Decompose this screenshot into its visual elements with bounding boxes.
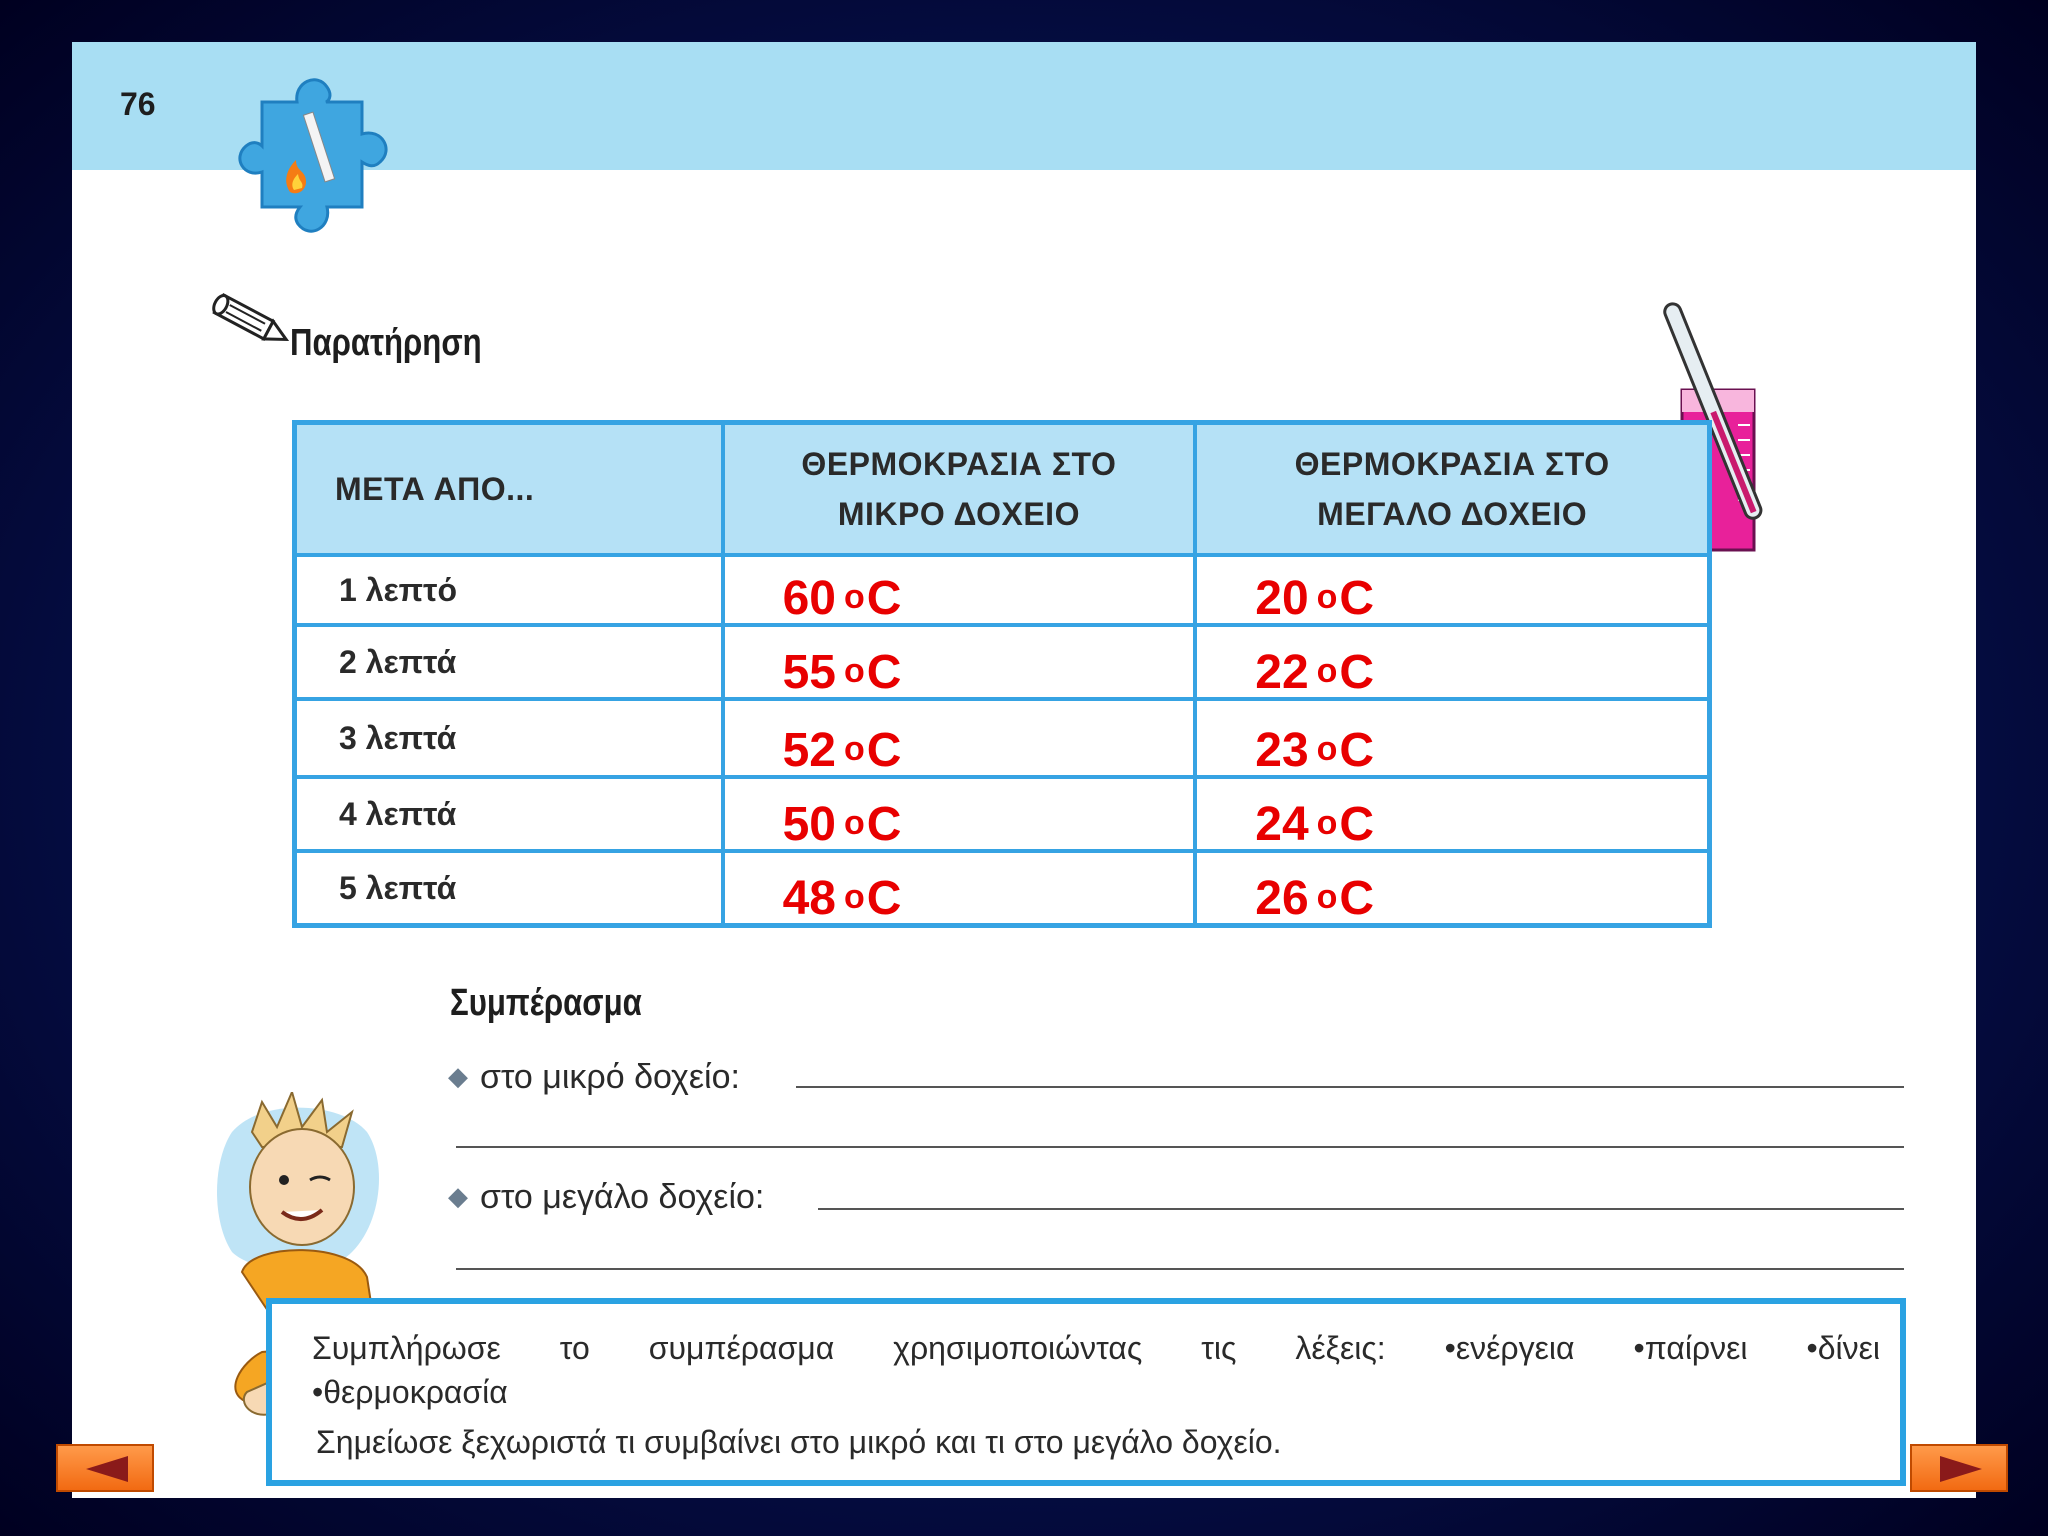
degree-sign: o bbox=[843, 730, 865, 769]
degree-sign: o bbox=[843, 804, 865, 843]
conclusion-small-label-row bbox=[448, 1058, 740, 1097]
textbook-page bbox=[72, 42, 1976, 1498]
degree-sign: o bbox=[1316, 804, 1338, 843]
header-small-container bbox=[723, 423, 1196, 556]
previous-slide-button[interactable] bbox=[56, 1444, 154, 1492]
answer-line-small-1[interactable] bbox=[796, 1086, 1904, 1088]
conclusion-large-label: στο μεγάλο δοχείο: bbox=[480, 1178, 765, 1216]
header-large-line2: ΜΕΓΑΛΟ ΔΟΧΕΙΟ bbox=[1317, 496, 1588, 532]
temp-value: 50 bbox=[782, 798, 836, 852]
degree-sign: o bbox=[843, 652, 865, 691]
answer-line-large-2[interactable] bbox=[456, 1268, 1904, 1270]
conclusion-title: Συμπέρασμα bbox=[450, 982, 642, 1024]
header-large-container bbox=[1195, 423, 1709, 556]
header-large-line1: ΘΕΡΜΟΚΡΑΣΙΑ ΣΤΟ bbox=[1294, 446, 1610, 482]
unit-letter: C bbox=[866, 872, 902, 925]
puzzle-flame-icon bbox=[222, 62, 402, 252]
temp-value: 52 bbox=[782, 724, 836, 778]
time-cell: 2 λεπτά bbox=[295, 625, 723, 699]
large-temp-cell bbox=[1195, 777, 1709, 851]
unit-letter: C bbox=[866, 572, 902, 626]
large-temp-cell bbox=[1195, 851, 1709, 925]
temp-value: 26 bbox=[1255, 872, 1309, 925]
degree-sign: o bbox=[843, 578, 865, 617]
time-cell: 5 λεπτά bbox=[295, 851, 723, 925]
table-header-row bbox=[295, 423, 1710, 556]
table-row bbox=[295, 625, 1710, 699]
observation-table bbox=[292, 420, 1712, 928]
unit-letter: C bbox=[866, 798, 902, 852]
arrow-left-icon bbox=[82, 1454, 132, 1484]
small-temp-cell bbox=[723, 555, 1196, 625]
page-number: 76 bbox=[120, 86, 156, 122]
small-temp-cell bbox=[723, 851, 1196, 925]
temp-value: 22 bbox=[1255, 646, 1309, 700]
degree-sign: o bbox=[1316, 578, 1338, 617]
pencil-icon bbox=[204, 292, 294, 352]
header-small-line1: ΘΕΡΜΟΚΡΑΣΙΑ ΣΤΟ bbox=[801, 446, 1117, 482]
temp-value: 48 bbox=[782, 872, 836, 925]
header-after: ΜΕΤΑ ΑΠΟ... bbox=[295, 423, 723, 556]
temp-value: 20 bbox=[1255, 572, 1309, 626]
diamond-bullet-icon: ◆ bbox=[448, 1181, 468, 1211]
time-cell: 4 λεπτά bbox=[295, 777, 723, 851]
unit-letter: C bbox=[1339, 724, 1375, 778]
time-cell: 1 λεπτό bbox=[295, 555, 723, 625]
unit-letter: C bbox=[1339, 798, 1375, 852]
temp-value: 23 bbox=[1255, 724, 1309, 778]
small-temp-cell bbox=[723, 777, 1196, 851]
small-temp-cell bbox=[723, 699, 1196, 777]
table-row bbox=[295, 851, 1710, 925]
instruction-line-2: •θερμοκρασία bbox=[312, 1374, 508, 1410]
table-row bbox=[295, 777, 1710, 851]
degree-sign: o bbox=[843, 878, 865, 916]
temp-value: 60 bbox=[782, 572, 836, 626]
small-temp-cell bbox=[723, 625, 1196, 699]
next-slide-button[interactable] bbox=[1910, 1444, 2008, 1492]
conclusion-large-label-row bbox=[448, 1178, 764, 1217]
observation-title: Παρατήρηση bbox=[290, 322, 482, 364]
unit-letter: C bbox=[1339, 872, 1375, 925]
degree-sign: o bbox=[1316, 652, 1338, 691]
large-temp-cell bbox=[1195, 699, 1709, 777]
large-temp-cell bbox=[1195, 555, 1709, 625]
conclusion-small-label: στο μικρό δοχείο: bbox=[480, 1058, 740, 1096]
table-row bbox=[295, 699, 1710, 777]
unit-letter: C bbox=[1339, 572, 1375, 626]
large-temp-cell bbox=[1195, 625, 1709, 699]
instruction-line-3: Σημείωσε ξεχωριστά τι συμβαίνει στο μικρό και τι στο μεγάλο δοχείο. bbox=[316, 1424, 1282, 1460]
arrow-right-icon bbox=[1936, 1454, 1986, 1484]
instruction-box bbox=[266, 1298, 1906, 1486]
answer-line-small-2[interactable] bbox=[456, 1146, 1904, 1148]
unit-letter: C bbox=[1339, 646, 1375, 700]
degree-sign: o bbox=[1316, 878, 1338, 916]
temp-value: 55 bbox=[782, 646, 836, 700]
instruction-line-1: Συμπλήρωσε το συμπέρασμα χρησιμοποιώντας τις λέξεις: •ενέργεια •παίρνει •δίνει bbox=[312, 1330, 1880, 1366]
diamond-bullet-icon: ◆ bbox=[448, 1061, 468, 1091]
time-cell: 3 λεπτά bbox=[295, 699, 723, 777]
unit-letter: C bbox=[866, 646, 902, 700]
header-small-line2: ΜΙΚΡΟ ΔΟΧΕΙΟ bbox=[837, 496, 1080, 532]
temp-value: 24 bbox=[1255, 798, 1309, 852]
table-row bbox=[295, 555, 1710, 625]
answer-line-large-1[interactable] bbox=[818, 1208, 1904, 1210]
unit-letter: C bbox=[866, 724, 902, 778]
degree-sign: o bbox=[1316, 730, 1338, 769]
